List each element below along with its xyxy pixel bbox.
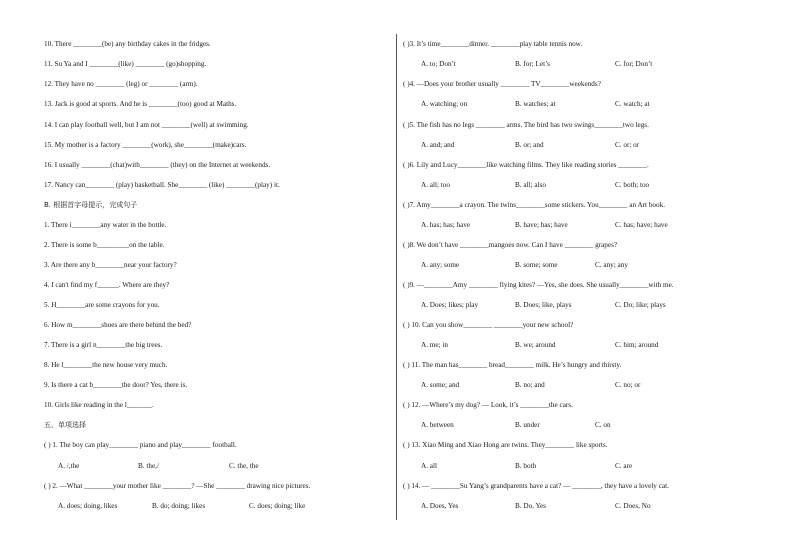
mc-option: B. or; and	[515, 141, 544, 149]
mc-option: A. any; some	[421, 261, 460, 269]
letter-hint-1: 1. There i________any water in the bottle.	[44, 221, 167, 229]
mc-option: B. all; also	[515, 181, 546, 189]
mc-option: C. no; or	[615, 381, 641, 389]
letter-hint-3: 3. Are there any b________near your factory?	[44, 261, 177, 269]
fill-blank-10: 10. There ________(be) any birthday cakes in the fridges.	[44, 40, 211, 48]
mc-option: B. have; has; have	[515, 221, 568, 229]
mc-option: A. has; has; have	[421, 221, 471, 229]
mc-option: C. are	[615, 462, 633, 470]
mc-option: C. does; doing; like	[249, 502, 306, 510]
mc-option: B. watches; at	[515, 100, 556, 108]
mc-question-12: ( ) 12. —Where’s my dog? — Look, it’s ________the cars.	[403, 401, 573, 409]
fill-blank-13: 13. Jack is good at sports. And he is ________(too) good at Maths.	[44, 100, 237, 108]
mc-option: A. all	[421, 462, 437, 470]
mc-option: B. some; some	[515, 261, 558, 269]
letter-hint-9: 9. Is there a cat b________the door? Yes, there is.	[44, 381, 188, 389]
fill-blank-15: 15. My mother is a factory ________(work), she________(make)cars.	[44, 141, 247, 149]
letter-hint-8: 8. He l________the new house very much.	[44, 361, 168, 369]
fill-blank-16: 16. I usually ________(chat)with________ (they) on the Internet at weekends.	[44, 161, 271, 169]
mc-question-14: ( ) 14. — ________Su Yang’s grandparents have a cat? — ________, they have a lovely cat.	[403, 482, 669, 490]
mc-option: A. /,the	[58, 462, 80, 470]
mc-option: A. all; too	[421, 181, 450, 189]
mc-question-1: ( ) 1. The boy can play________ piano and play________ football.	[44, 441, 237, 449]
letter-hint-2: 2. There is some b_________on the table.	[44, 241, 165, 249]
mc-option: C. on	[595, 421, 611, 429]
mc-option: C. or; or	[615, 141, 640, 149]
mc-option: C. watch; at	[615, 100, 650, 108]
mc-option: B. we; around	[515, 341, 556, 349]
fill-blank-12: 12. They have no ________ (leg) or ________ (arm).	[44, 80, 198, 88]
mc-option: A. Does; likes; play	[421, 301, 479, 309]
mc-question-5: ( )5. The fish has no legs ________ arms. The bird has two swings________two legs.	[403, 121, 649, 129]
mc-question-4: ( )4. —Does your brother usually ________ TV________weekends?	[403, 80, 601, 88]
mc-option: A. some; and	[421, 381, 460, 389]
fill-blank-11: 11. Su Ya and I ________(like) ________ (go)shopping.	[44, 60, 207, 68]
letter-hint-10: 10. Girls like reading in the l_______.	[44, 401, 154, 409]
mc-option: C. Does, No	[615, 502, 651, 510]
mc-option: B. Do, Yes	[515, 502, 546, 510]
fill-blank-14: 14. I can play football well, but I am not ________(well) at swimming.	[44, 121, 249, 129]
mc-option: A. between	[421, 421, 454, 429]
mc-option: C. any; any	[595, 261, 628, 269]
mc-option: A. and; and	[421, 141, 455, 149]
mc-option: A. me; in	[421, 341, 448, 349]
mc-option: A. does; doing, likes	[58, 502, 118, 510]
mc-option: A. Does, Yes	[421, 502, 459, 510]
mc-question-10: ( ) 10. Can you show________ ________your new school?	[403, 321, 574, 329]
mc-option: A. to; Don’t	[421, 60, 456, 68]
mc-option: A. watching; on	[421, 100, 468, 108]
mc-option: B. under	[515, 421, 540, 429]
section-five-heading: 五、单项选择	[44, 421, 86, 429]
mc-option: B. do; doing; likes	[152, 502, 206, 510]
mc-question-11: ( ) 11. The man has________ bread________ milk. He’s hungry and thirsty.	[403, 361, 622, 369]
mc-option: C. him; around	[615, 341, 659, 349]
mc-question-8: ( )8. We don’t have ________mangoes now. Can I have ________ grapes?	[403, 241, 618, 249]
mc-option: B. Does; like, plays	[515, 301, 572, 309]
mc-question-3: ( )3. It’s time________dinner. ________play table tennis now.	[403, 40, 583, 48]
letter-hint-7: 7. There is a girl n________the big trees.	[44, 341, 163, 349]
section-b-heading: B. 根据首字母提示，完成句子	[44, 201, 138, 209]
letter-hint-6: 6. How m________shoes are there behind the bed?	[44, 321, 192, 329]
column-divider	[396, 34, 397, 520]
mc-question-13: ( ) 13. Xiao Ming and Xiao Hong are twins. They________ like sports.	[403, 441, 608, 449]
mc-question-6: ( )6. Lily and Lucy________like watching films. They like reading stories ________.	[403, 161, 649, 169]
fill-blank-17: 17. Nancy can________ (play) basketball. She________ (like) ________(play) it.	[44, 181, 280, 189]
mc-option: B. no; and	[515, 381, 545, 389]
mc-option: B. the,/	[138, 462, 159, 470]
mc-option: C. the, the	[229, 462, 259, 470]
letter-hint-5: 5. H________are some crayons for you.	[44, 301, 160, 309]
mc-option: B. for; Let’s	[515, 60, 550, 68]
mc-option: C. Do; like; plays	[615, 301, 666, 309]
letter-hint-4: 4. I can't find my f______. Where are they?	[44, 281, 170, 289]
mc-question-9: ( )9. —________Amy ________ flying kites? —Yes, she does. She usually________with me.	[403, 281, 674, 289]
mc-question-7: ( )7. Amy________a crayon. The twins________some stickers. You________ an Art book.	[403, 201, 665, 209]
mc-option: C. both; too	[615, 181, 650, 189]
mc-option: C. has; have; have	[615, 221, 668, 229]
mc-option: C. for; Don’t	[615, 60, 653, 68]
mc-option: B. both	[515, 462, 537, 470]
mc-question-2: ( ) 2. —What ________your mother like ________? —She ________ drawing nice pictures.	[44, 482, 311, 490]
